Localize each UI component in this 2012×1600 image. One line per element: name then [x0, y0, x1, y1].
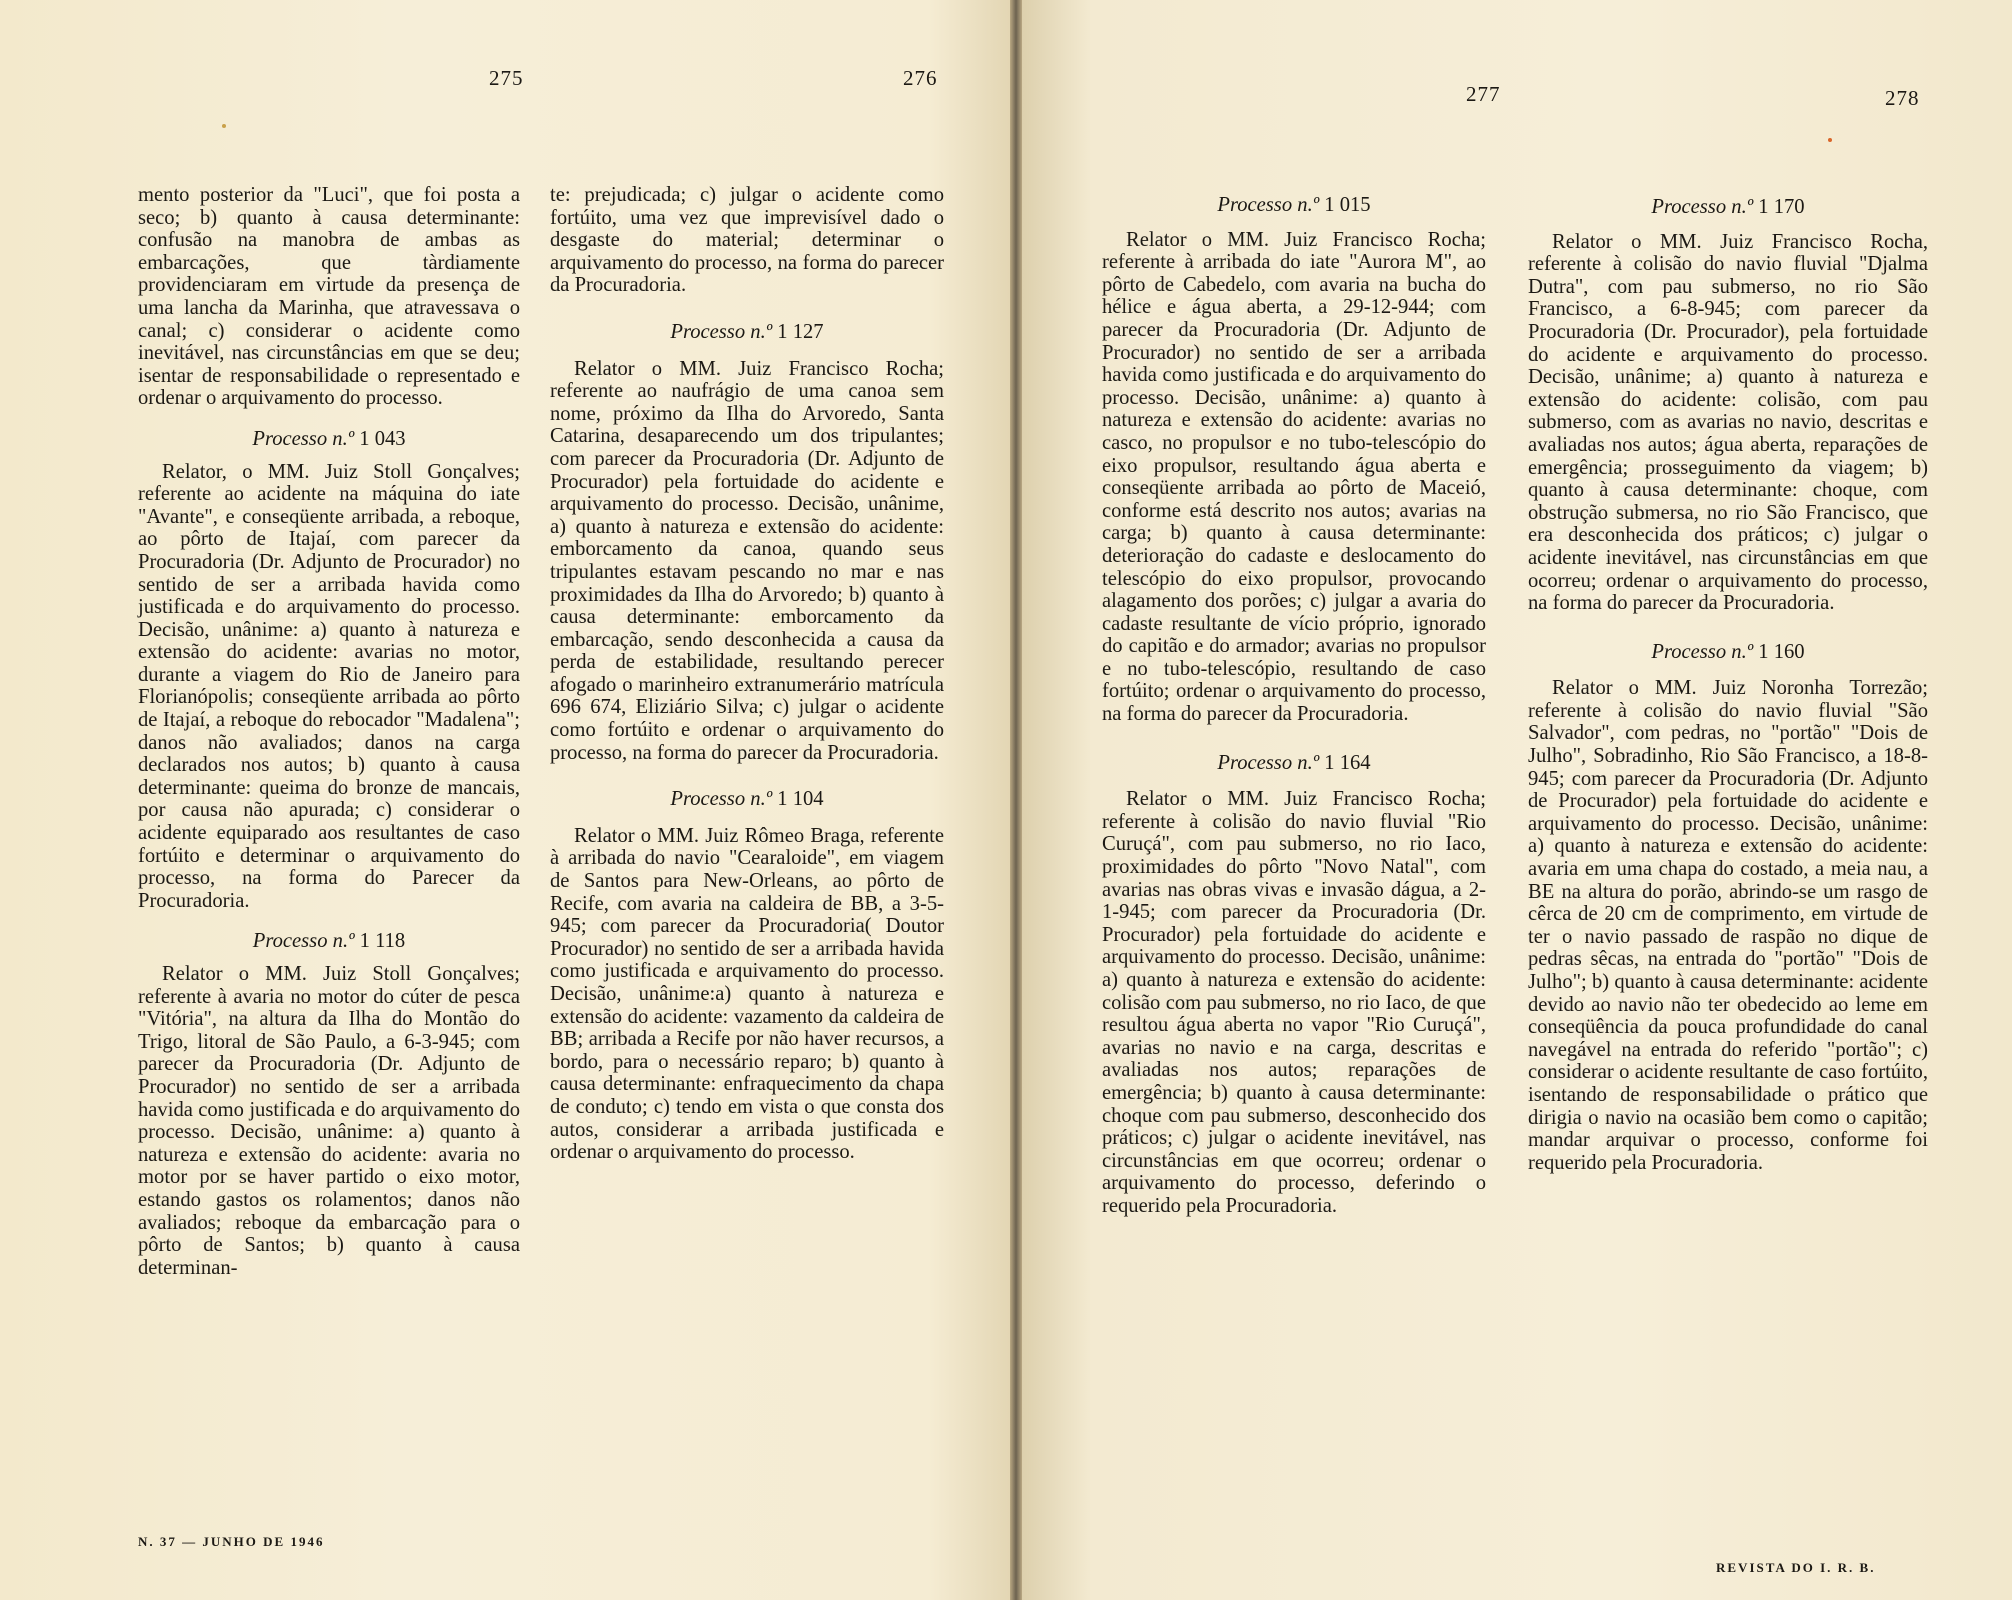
- column-page-278: [1528, 196, 1928, 1174]
- paragraph-continued: te: prejudicada; c) julgar o acidente como fortúito, uma vez que imprevisível dado o desgaste do material; determinar o arquivamento do processo, na forma do parecer da Procuradoria.: [550, 184, 944, 297]
- book-gutter: [1010, 0, 1022, 1600]
- processo-number: 1 127: [777, 320, 824, 343]
- processo-number: 1 170: [1758, 196, 1805, 218]
- processo-heading-1160: [1528, 641, 1928, 664]
- column-page-277: [1102, 194, 1486, 1218]
- processo-1170-text: Relator o MM. Juiz Francisco Rocha, referente à colisão do navio fluvial "Djalma Dutra", com pau submerso, no rio São Francisco, a 6-8-945; com parecer da Procuradoria (Dr. Procurador), pela fortuidade do acidente e arquivamento do processo. Decisão, unânime; a) quanto à natureza e extensão do acidente: colisão, com pau submerso, com as avarias no navio, descritas e avaliadas nos autos; água aberta, reparações de emergência; prosseguimento da viagem; b) quanto à causa determinante: choque, com obstrução submersa, no rio São Francisco, que era desconhecida dos práticos; c) julgar o acidente inevitável, nas circunstâncias em que ocorreu; ordenar o arquivamento do processo, na forma do parecer da Procuradoria.: [1528, 230, 1928, 615]
- processo-heading-1043: [138, 428, 520, 451]
- page-number-275: 275: [489, 66, 524, 90]
- processo-heading-1104: [550, 788, 944, 811]
- processo-label: Processo n.º: [670, 320, 773, 343]
- right-page-sheet: [1022, 0, 2012, 1600]
- processo-number: 1 043: [359, 427, 406, 450]
- processo-label: Processo n.º: [1217, 751, 1320, 774]
- processo-label: Processo n.º: [670, 788, 773, 811]
- processo-number: 1 118: [359, 930, 406, 953]
- column-page-275: [138, 184, 520, 1279]
- processo-label: Processo n.º: [1651, 196, 1754, 218]
- footer-journal-name: REVISTA DO I. R. B.: [1716, 1560, 1876, 1575]
- processo-heading-1164: [1102, 752, 1486, 775]
- processo-number: 1 015: [1324, 194, 1371, 216]
- print-speck: [222, 124, 226, 128]
- processo-number: 1 164: [1324, 751, 1371, 774]
- processo-label: Processo n.º: [252, 427, 355, 450]
- processo-1104-text: Relator o MM. Juiz Rômeo Braga, referente à arribada do navio "Cearaloide", em viagem de Santos para New-Orleans, ao pôrto de Recife, com avaria na caldeira de BB, a 3-5-945; com parecer da Procuradoria( Doutor Procurador) no sentido de ser a arribada havida como justificada e arquivamento do processo. Decisão, unânime:a) quanto à natureza e extensão do acidente: vazamento da caldeira de BB; arribada a Recife por não haver recursos, a bordo, para o necessário reparo; b) quanto à causa determinante: enfraquecimento da chapa de conduto; c) tendo em vista o que consta dos autos, considerar a arribada justificada e ordenar o arquivamento do processo.: [550, 824, 944, 1164]
- processo-label: Processo n.º: [1651, 640, 1754, 663]
- processo-1160-text: Relator o MM. Juiz Noronha Torrezão; referente à colisão do navio fluvial "São Salvador", com pedras, no "portão" "Dois de Julho", Sobradinho, Rio São Francisco, a 18-8-945; com parecer da Procuradoria (Dr. Adjunto de Procurador) pela fortuidade do acidente e arquivamento do processo. Decisão, unânime: a) quanto à natureza e extensão do acidente: avaria em uma chapa do costado, a meia nau, a BE na altura do porão, abrindo-se um rasgo de cêrca de 20 cm de comprimento, em virtude de ter o navio passado de raspão no dique de pedras sêcas, na entrada do "portão" "Dois de Julho"; b) quanto à causa determinante: acidente devido ao navio não ter obedecido ao leme em conseqüência da pouca profundidade do canal navegável na entrada do referido "portão"; c) considerar o acidente resultante de caso fortúito, isentando de responsabilidade o prático que dirigia o navio na ocasião bem como o capitão; mandar arquivar o processo, conforme foi requerido pela Procuradoria.: [1528, 677, 1928, 1174]
- processo-label: Processo n.º: [252, 930, 355, 953]
- processo-1015-text: Relator o MM. Juiz Francisco Rocha; referente à arribada do iate "Aurora M", ao pôrto de Cabedelo, com avaria na bucha do hélice e água aberta, a 29-12-944; com parecer da Procuradoria (Dr. Adjunto de Procurador) no sentido de ser a arribada havida como justificada e do arquivamento do processo. Decisão, unânime: a) quanto à natureza e extensão do acidente: avarias no casco, no propulsor e no tubo-telescópio do eixo propulsor, resultando água aberta e conseqüente arribada ao pôrto de Maceió, conforme está descrito nos autos; avarias na carga; b) quanto à causa determinante: deterioração do cadaste e deslocamento do telescópio do eixo propulsor, provocando alagamento dos porões; c) julgar a avaria do cadaste resultante de vício próprio, ignorado do capitão e do armador; avarias no propulsor e no tubo-telescópio, resultando de caso fortúito; ordenar o arquivamento do processo, na forma do parecer da Procuradoria.: [1102, 228, 1486, 726]
- processo-number: 1 104: [777, 788, 824, 811]
- print-speck: [1828, 138, 1832, 142]
- page-number-278: 278: [1885, 86, 1920, 110]
- processo-1118-text: Relator o MM. Juiz Stoll Gonçalves; referente à avaria no motor do cúter de pesca "Vitória", na altura da Ilha do Montão do Trigo, litoral de São Paulo, a 6-3-945; com parecer da Procuradoria (Dr. Adjunto de Procurador) no sentido de ser a arribada havida como justificada e do arquivamento do processo. Decisão, unânime: a) quanto à natureza e extensão do acidente: avaria no motor por se haver partido o eixo motor, estando gastos os rolamentos; danos não avaliados; reboque da embarcação para o pôrto de Santos; b) quanto à causa determinan-: [138, 963, 520, 1279]
- paragraph-continued: mento posterior da "Luci", que foi posta a seco; b) quanto à causa determinante: confusão na manobra de ambas as embarcações, que tàrdiamente providenciaram em virtude da presença de uma lancha da Marinha, que atravessava o canal; c) considerar o acidente como inevitável, nas circunstâncias em que se deu; isentar de responsabilidade o representado e ordenar o arquivamento do processo.: [138, 184, 520, 410]
- footer-issue-date: N. 37 — JUNHO DE 1946: [138, 1534, 325, 1549]
- column-page-276: [550, 184, 944, 1164]
- page-number-276: 276: [903, 66, 938, 90]
- processo-heading-1015: [1102, 194, 1486, 217]
- page-number-277: 277: [1466, 82, 1501, 106]
- processo-heading-1127: [550, 321, 944, 344]
- processo-label: Processo n.º: [1217, 194, 1320, 216]
- processo-1043-text: Relator, o MM. Juiz Stoll Gonçalves; referente ao acidente na máquina do iate "Avante", e conseqüente arribada, a reboque, ao pôrto de Itajaí, com parecer da Procuradoria (Dr. Adjunto de Procurador) no sentido de ser a arribada havida como justificada e do arquivamento do processo. Decisão, unânime: a) quanto à natureza e extensão do acidente: avarias no motor, durante a viagem do Rio de Janeiro para Florianópolis; conseqüente arribada ao pôrto de Itajaí, a reboque do rebocador "Madalena"; danos não avaliados; danos na carga declarados nos autos; b) quanto à causa determinante: queima do bronze de mancais, por causa não apurada; c) considerar o acidente equiparado aos resultantes de caso fortúito e determinar o arquivamento do processo, na forma do Parecer da Procuradoria.: [138, 460, 520, 912]
- processo-1164-text: Relator o MM. Juiz Francisco Rocha; referente à colisão do navio fluvial "Rio Curuçá", com pau submerso, no rio Iaco, proximidades do pôrto "Novo Natal", com avarias nas obras vivas e invasão dágua, a 2-1-945; com parecer da Procuradoria (Dr. Procurador) pela fortuidade do acidente e arquivamento do processo. Decisão, unânime: a) quanto à natureza e extensão do acidente: colisão com pau submerso, no rio Iaco, de que resultou água aberta no vapor "Rio Curuçá", avarias no navio e na carga, descritas e avaliadas nos autos; reparações de emergência; b) quanto à causa determinante: choque com pau submerso, desconhecido dos práticos; c) julgar o acidente inevitável, nas circunstâncias em que ocorreu; ordenar o arquivamento do processo, deferindo o requerido pela Procuradoria.: [1102, 788, 1486, 1217]
- processo-1127-text: Relator o MM. Juiz Francisco Rocha; referente ao naufrágio de uma canoa sem nome, próximo da Ilha do Arvoredo, Santa Catarina, desaparecendo um dos tripulantes; com parecer da Procuradoria (Dr. Adjunto de Procurador) pela fortuidade do acidente e arquivamento do processo. Decisão, unânime, a) quanto à natureza e extensão do acidente: emborcamento da canoa, quando seus tripulantes estavam pescando no mar e nas proximidades da Ilha do Arvoredo; b) quanto à causa determinante: emborcamento da embarcação, sendo desconhecida a causa da perda de estabilidade, resultando perecer afogado o marinheiro extranumerário matrícula 696 674, Eliziário Silva; c) julgar o acidente como fortúito e ordenar o arquivamento do processo, na forma do parecer da Procuradoria.: [550, 357, 944, 764]
- processo-heading-1170: [1528, 196, 1928, 219]
- processo-heading-1118: [138, 930, 520, 953]
- processo-number: 1 160: [1758, 640, 1805, 663]
